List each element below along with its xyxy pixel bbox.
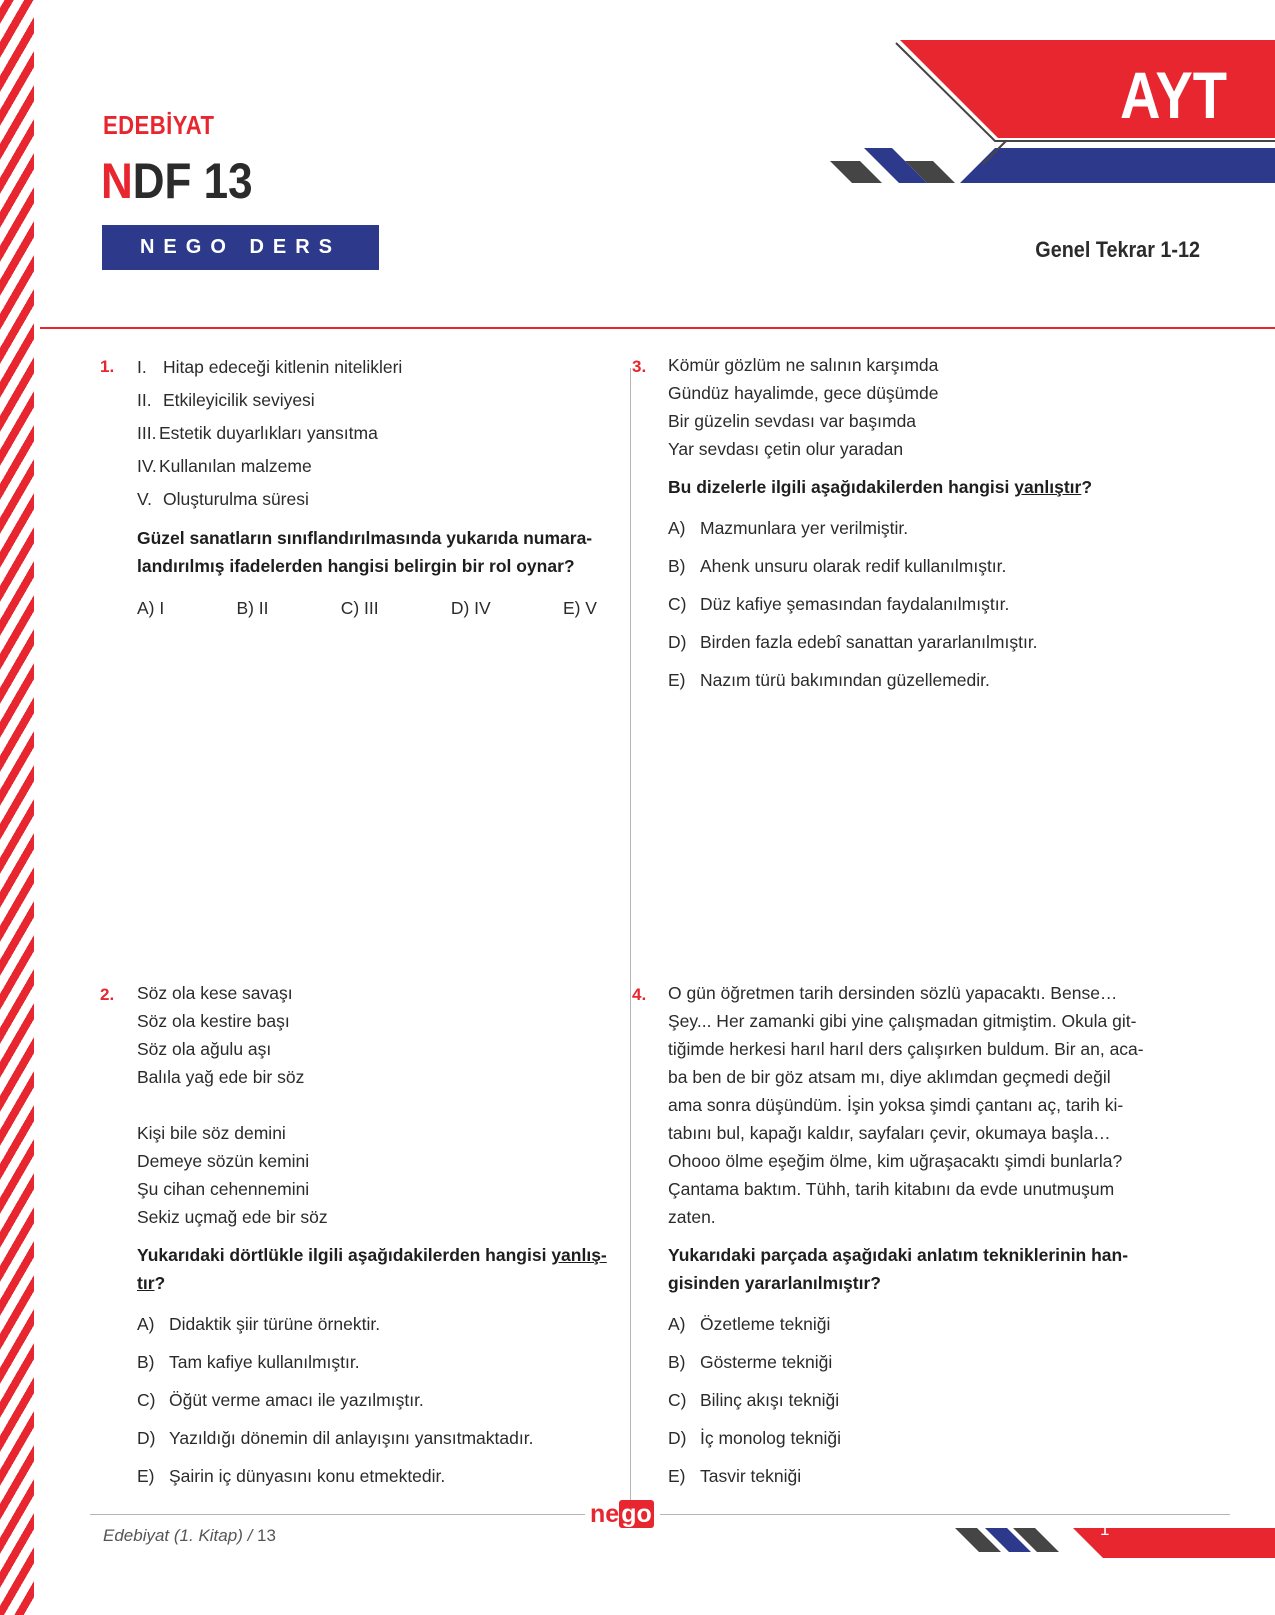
option-e[interactable]: E) Tasvir tekniği <box>668 1466 802 1486</box>
verse: Söz ola kese savaşı Söz ola kestire başı Söz ola ağulu aşı Balıla yağ ede bir söz Kişi bile söz demini Demeye sözün kemini Şu cihan cehennemini Sekiz uçmağ ede bir söz <box>137 983 328 1227</box>
option-b[interactable]: B) II <box>236 598 269 618</box>
striped-margin <box>0 0 34 1615</box>
question-1 <box>137 351 597 622</box>
publisher-logo: nego <box>590 1500 652 1528</box>
option-a[interactable]: A) I <box>137 598 165 618</box>
question-stem: Yukarıdaki parçada aşağıdaki anlatım tekniklerinin han- gisinden yararlanılmıştır? <box>668 1245 1129 1293</box>
roman-item: I. Hitap edeceği kitlenin nitelikleri <box>137 357 403 377</box>
series-banner: NEGO DERS FÖYÜ <box>102 225 379 270</box>
option-b[interactable]: B) Ahenk unsuru olarak redif kullanılmıştır. <box>668 556 1007 576</box>
question-stem: Yukarıdaki dörtlükle ilgili aşağıdakilerden hangisi yanlış- tır? <box>137 1245 607 1293</box>
option-b[interactable]: B) Gösterme tekniği <box>668 1352 833 1372</box>
question-number: 3. <box>632 357 647 376</box>
option-d[interactable]: D) Birden fazla edebî sanattan yararlanılmıştır. <box>668 632 1038 652</box>
option-e[interactable]: E) Nazım türü bakımından güzellemedir. <box>668 670 990 690</box>
question-3 <box>668 351 1128 705</box>
question-2 <box>137 979 607 1501</box>
code-initial: N <box>101 153 133 209</box>
option-a[interactable]: A) Özetleme tekniği <box>668 1314 831 1334</box>
footer-rule-left <box>90 1514 585 1515</box>
column-divider <box>630 368 631 1506</box>
booklet-code <box>101 153 253 209</box>
footer-rule-right <box>660 1514 1230 1515</box>
subject-label: EDEBİYAT <box>103 110 215 140</box>
option-d[interactable]: D) IV <box>450 598 491 618</box>
header-divider <box>40 327 1275 329</box>
roman-item: II. Etkileyicilik seviyesi <box>137 390 315 410</box>
topic-title: Genel Tekrar 1-12 <box>1035 237 1200 262</box>
option-c[interactable]: C) Bilinç akışı tekniği <box>668 1390 840 1410</box>
answer-options <box>137 594 597 622</box>
option-e[interactable]: E) V <box>562 598 597 618</box>
answer-options <box>668 515 1128 694</box>
roman-item: V. Oluşturulma süresi <box>137 489 309 509</box>
option-b[interactable]: B) Tam kafiye kullanılmıştır. <box>137 1352 360 1372</box>
answer-options <box>668 1311 1130 1490</box>
roman-item: IV. Kullanılan malzeme <box>137 456 312 476</box>
page-number: 1 <box>1100 1520 1110 1539</box>
option-a[interactable]: A) Didaktik şiir türüne örnektir. <box>137 1314 381 1334</box>
option-a[interactable]: A) Mazmunlara yer verilmiştir. <box>668 518 909 538</box>
option-d[interactable]: D) İç monolog tekniği <box>668 1428 842 1448</box>
option-c[interactable]: C) Düz kafiye şemasından faydalanılmıştır. <box>668 594 1010 614</box>
exam-label: AYT <box>1120 58 1228 132</box>
footer-book-ref: Edebiyat (1. Kitap) / 13 <box>103 1526 276 1545</box>
question-stem: Güzel sanatların sınıflandırılmasında yukarıda numara- landırılmış ifadelerden hangisi belirgin bir rol oynar? <box>137 528 593 576</box>
code-rest: DF 13 <box>132 153 253 209</box>
verse: Kömür gözlüm ne salının karşımda Gündüz hayalimde, gece düşümde Bir güzelin sevdası var başımda Yar sevdası çetin olur yaradan <box>668 355 939 459</box>
question-stem: Bu dizelerle ilgili aşağıdakilerden hangisi yanlıştır? <box>668 477 1093 497</box>
question-number: 4. <box>632 985 647 1004</box>
option-c[interactable]: C) III <box>340 598 379 618</box>
option-c[interactable]: C) Öğüt verme amacı ile yazılmıştır. <box>137 1390 424 1410</box>
footer-ribbon-graphic <box>955 1528 1275 1558</box>
answer-options <box>137 1311 597 1490</box>
question-4 <box>668 979 1144 1501</box>
question-number: 2. <box>100 985 115 1004</box>
question-number: 1. <box>100 357 115 376</box>
passage: O gün öğretmen tarih dersinden sözlü yapacaktı. Bense… Şey... Her zamanki gibi yine çalışmadan gitmiştim. Okula git- tiğimde herkesi harıl harıl ders çalışırken buldum. Bir an, aca- ba ben de bir göz atsam mı, diye aklımdan geçmedi değil ama sonra düşündüm. İşin yoksa şimdi çantanı aç, tarih ki- tabını bul, kapağı kaldır, sayfaları çevir, okumaya başla… Ohooo ölme eşeğim ölme, kim uğraşacaktı şimdi bunlarla? Çantama baktım. Tühh, tarih kitabını da evde unutmuşum zaten. <box>668 983 1144 1227</box>
roman-item: III. Estetik duyarlıkları yansıtma <box>137 423 378 443</box>
option-d[interactable]: D) Yazıldığı dönemin dil anlayışını yansıtmaktadır. <box>137 1428 534 1448</box>
option-e[interactable]: E) Şairin iç dünyasını konu etmektedir. <box>137 1466 446 1486</box>
